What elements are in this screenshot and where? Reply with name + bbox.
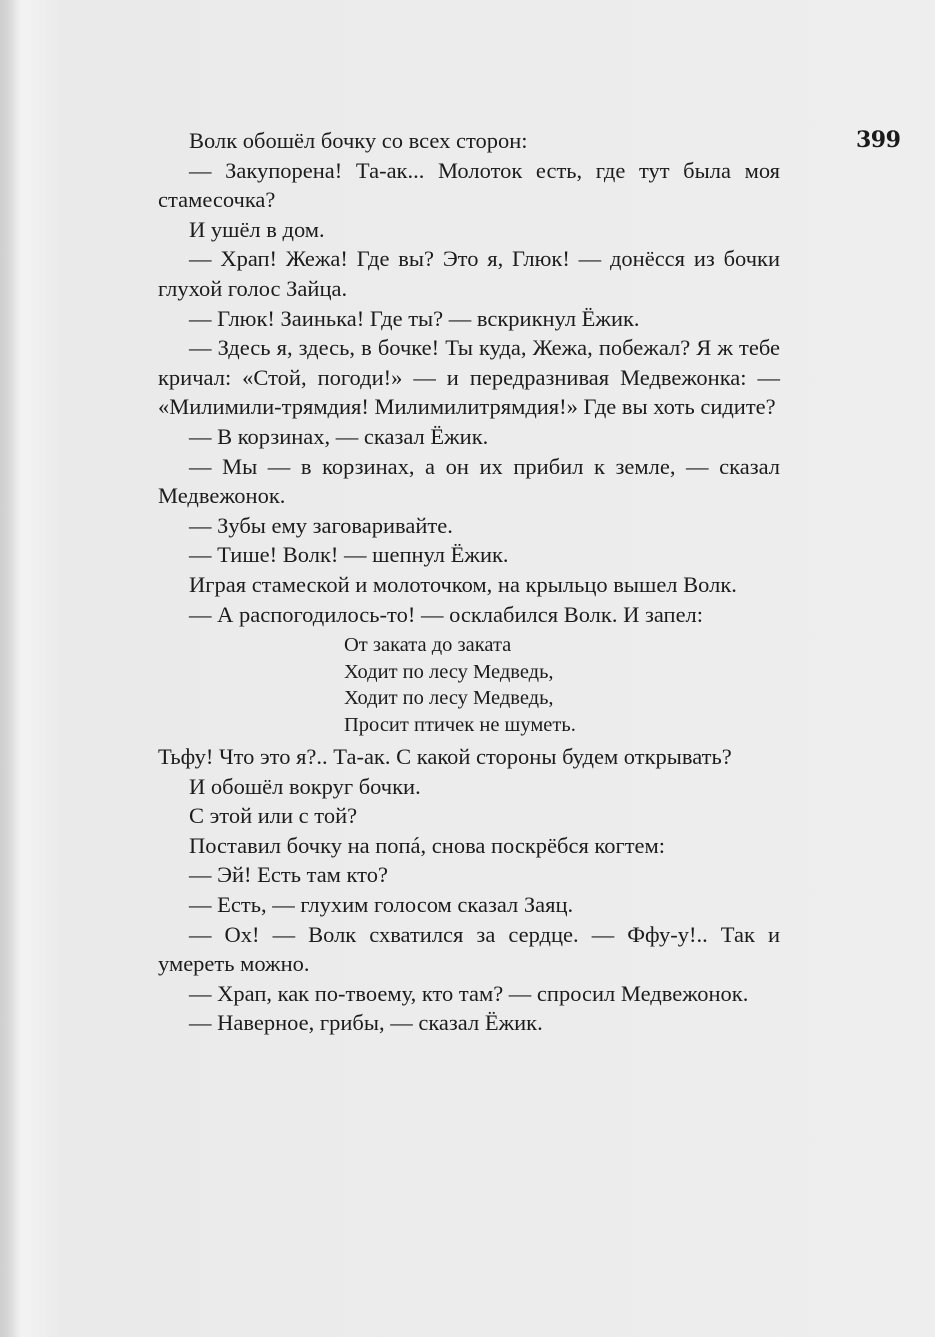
verse-line: От заката до заката (344, 634, 512, 657)
paragraph: — Зубы ему заговаривайте. (189, 512, 453, 538)
paragraph: — Глюк! Заинька! Где ты? — вскрикнул Ёжик. (189, 305, 640, 331)
paragraph: — Ох! — Волк схватился за сердце. — Ффу-у!.. Так и умереть можно. (158, 921, 780, 977)
paragraph: — Храп, как по-твоему, кто там? — спросил Медвежонок. (189, 980, 749, 1006)
paragraph: — Закупорена! Та-ак... Молоток есть, где тут была моя стамесочка? (158, 157, 780, 213)
paragraph: — Мы — в корзинах, а он их прибил к земле, — сказал Медвежонок. (158, 453, 780, 509)
verse-line: Ходит по лесу Медведь, (344, 687, 554, 710)
paragraph: — А распогодилось-то! — осклабился Волк. И запел: (189, 601, 704, 627)
paragraph: — Здесь я, здесь, в бочке! Ты куда, Жежа, побежал? Я ж тебе кричал: «Стой, погоди!» — и передразнивая Медвежонка: — «Милимили-трямдия! Милимилитрямдия!» Где вы хоть сидите? (158, 335, 780, 420)
paragraph: Играя стамеской и молоточком, на крыльцо вышел Волк. (189, 571, 737, 597)
text-column (158, 126, 780, 1038)
paragraph: — Эй! Есть там кто? (189, 862, 388, 888)
paragraph: — Храп! Жежа! Где вы? Это я, Глюк! — донёсся из бочки глухой голос Зайца. (158, 246, 780, 301)
paragraph: — В корзинах, — сказал Ёжик. (189, 423, 489, 449)
song-verse (344, 632, 780, 738)
verse-line: Просит птичек не шуметь. (344, 713, 576, 736)
paragraph: И обошёл вокруг бочки. (189, 773, 421, 799)
page-number: 399 (856, 127, 901, 153)
paragraph: — Наверное, грибы, — сказал Ёжик. (189, 1010, 543, 1036)
verse-line: Ходит по лесу Медведь, (344, 660, 554, 683)
paragraph: Волк обошёл бочку со всех сторон: (189, 128, 528, 153)
paragraph: И ушёл в дом. (189, 216, 325, 242)
paragraph: — Тише! Волк! — шепнул Ёжик. (189, 542, 509, 568)
spine-shadow (0, 0, 22, 1337)
paragraph: С этой или с той? (189, 803, 358, 829)
paragraph: — Есть, — глухим голосом сказал Заяц. (189, 892, 574, 918)
paragraph: Поставил бочку на попá, снова поскрёбся когтем: (189, 832, 666, 858)
paragraph: Тьфу! Что это я?.. Та-ак. С какой стороны будем открывать? (158, 744, 732, 770)
